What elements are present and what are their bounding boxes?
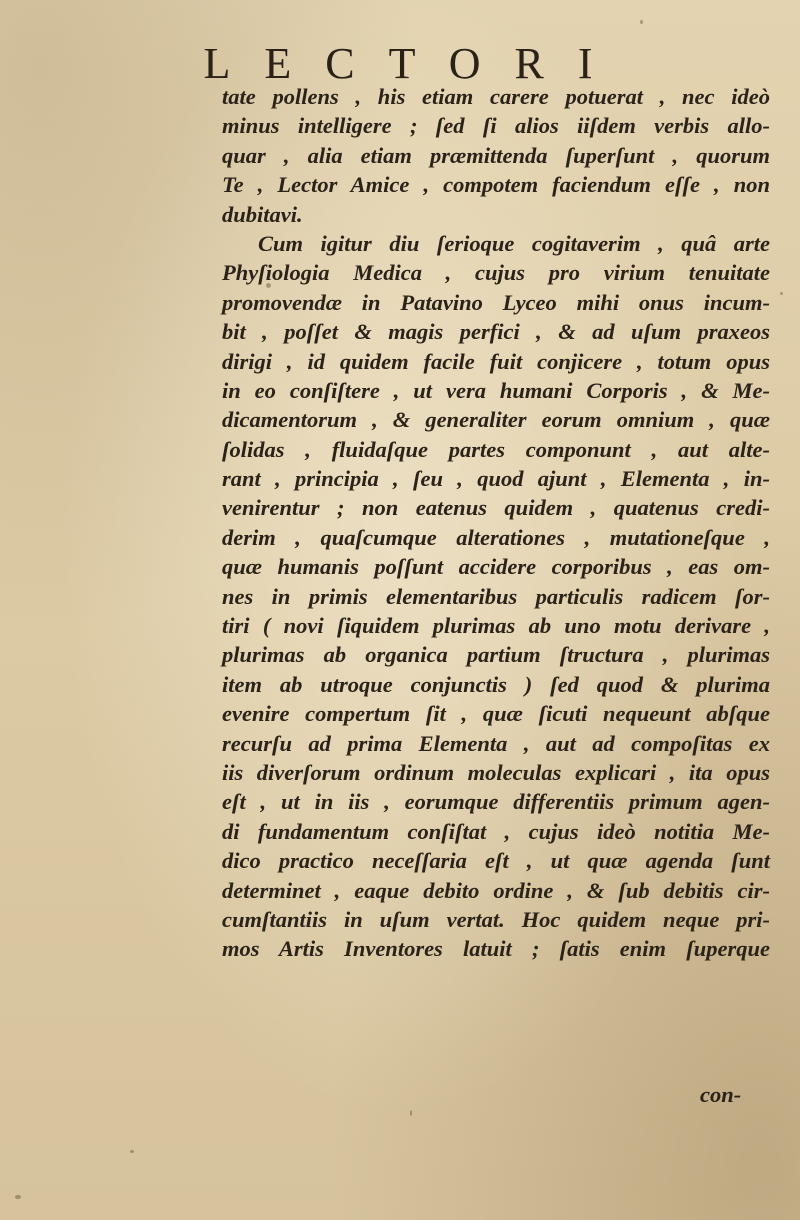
text-line: recurſu ad prima Elementa , aut ad compoſitas ex <box>222 730 770 756</box>
text-line: quæ humanis poſſunt accidere corporibus , eas om- <box>222 554 770 580</box>
text-line: dico practico neceſſaria eſt , ut quæ agenda ſunt <box>222 848 770 874</box>
paper-speck <box>640 20 643 24</box>
text-line: mos Artis Inventores latuit ; ſatis enim ſuperque <box>222 936 770 962</box>
text-line: Phyſiologia Medica , cujus pro virium tenuitate <box>222 260 770 286</box>
paper-speck <box>780 292 783 295</box>
text-line: item ab utroque conjunctis ) ſed quod & plurima <box>222 671 770 697</box>
text-line: ſolidas , fluidaſque partes componunt , aut alte- <box>222 436 770 462</box>
paper-speck <box>410 1110 412 1116</box>
text-line: eſt , ut in iis , eorumque differentiis primum agen- <box>222 789 770 815</box>
text-line: venirentur ; non eatenus quidem , quatenus credi- <box>222 495 770 521</box>
text-line: promovendæ in Patavino Lyceo mihi onus incum- <box>222 289 770 315</box>
text-line: tate pollens , his etiam carere potuerat , nec ideò <box>222 84 770 109</box>
text-line: cumſtantiis in uſum vertat. Hoc quidem neque pri- <box>222 906 770 932</box>
paper-speck <box>266 283 271 288</box>
catchword: con- <box>700 1082 742 1107</box>
text-line: iis diverſorum ordinum moleculas explicari , ita opus <box>222 759 770 785</box>
text-line: Te , Lector Amice , compotem faciendum eſſe , non <box>222 172 770 198</box>
text-line: nes in primis elementaribus particulis radicem ſor- <box>222 583 770 609</box>
text-line: rant , principia , ſeu , quod ajunt , Elementa , in- <box>222 466 770 492</box>
text-line: in eo conſiſtere , ut vera humani Corporis , & Me- <box>222 377 770 403</box>
body-text <box>222 82 770 964</box>
text-line: plurimas ab organica partium ſtructura , plurimas <box>222 642 770 668</box>
text-line: dirigi , id quidem facile fuit conjicere , totum opus <box>222 348 770 374</box>
text-line: dicamentorum , & generaliter eorum omnium , quæ <box>222 407 770 433</box>
text-line: minus intelligere ; ſed ſi alios iiſdem verbis allo- <box>222 113 770 139</box>
text-line: derim , quaſcumque alterationes , mutationeſque , <box>222 524 770 550</box>
text-line: Cum igitur diu ſerioque cogitaverim , quâ arte <box>258 230 770 256</box>
text-line: dubitavi. <box>222 201 303 227</box>
text-line: quar , alia etiam præmittenda ſuperſunt , quorum <box>222 142 770 168</box>
paper-speck <box>130 1150 134 1153</box>
text-line: determinet , eaque debito ordine , & ſub debitis cir- <box>222 877 770 903</box>
text-line: tiri ( novi ſiquidem plurimas ab uno motu derivare , <box>222 613 770 639</box>
page-heading: LECTORI <box>203 39 627 88</box>
text-line: bit , poſſet & magis perfici , & ad uſum praxeos <box>222 319 770 345</box>
text-line: evenire compertum ſit , quæ ſicuti nequeunt abſque <box>222 701 770 727</box>
text-line: di fundamentum conſiſtat , cujus ideò notitia Me- <box>222 818 770 844</box>
paper-speck <box>15 1195 21 1199</box>
